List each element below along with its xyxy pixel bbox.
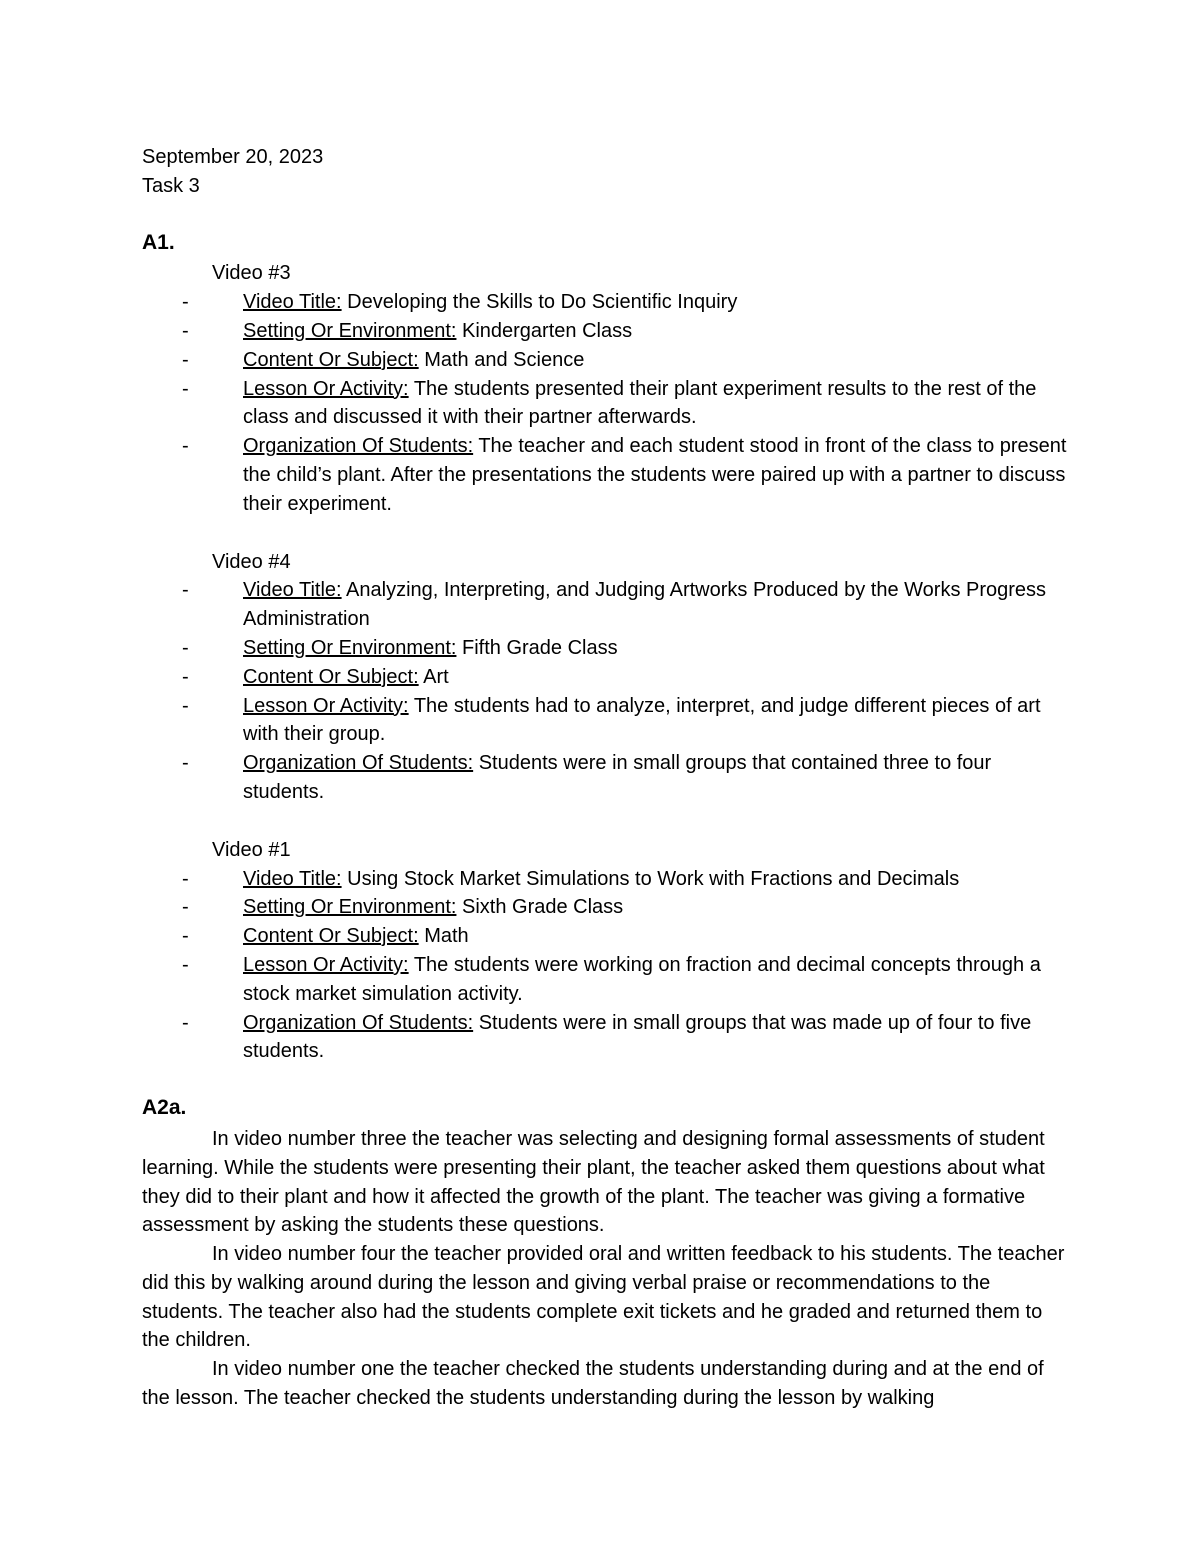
video-detail-list bbox=[182, 576, 1070, 806]
video-label: Video #3 bbox=[212, 262, 291, 285]
document-date: September 20, 2023 bbox=[142, 146, 324, 168]
item-text: The students had to analyze, interpret, and judge different pieces of art with their group. bbox=[243, 694, 1041, 746]
item-text: Kindergarten Class bbox=[456, 319, 633, 342]
item-label: Lesson Or Activity: bbox=[243, 694, 409, 717]
item-label: Setting Or Environment: bbox=[243, 319, 457, 342]
item-text: The students were working on fraction and decimal concepts through a stock market simulation activity. bbox=[243, 953, 1041, 1005]
paragraph: In video number four the teacher provided oral and written feedback to his students. The teacher did this by walking around during the lesson and giving verbal praise or recommendations to the students. The teacher also had the students complete exit tickets and he graded and returned them to the children. bbox=[142, 1243, 1065, 1352]
item-text: Fifth Grade Class bbox=[456, 636, 618, 659]
list-item: - Organization Of Students: Students were in small groups that was made up of four to five students. bbox=[182, 1011, 1032, 1063]
list-item: - Setting Or Environment: Kindergarten Class bbox=[182, 319, 633, 342]
item-text: Analyzing, Interpreting, and Judging Artworks Produced by the Works Progress Administration bbox=[243, 579, 1047, 631]
item-text: Art bbox=[418, 665, 449, 688]
list-item: - Video Title: Analyzing, Interpreting, and Judging Artworks Produced by the Works Progress Administration bbox=[182, 579, 1047, 631]
item-label: Video Title: bbox=[243, 867, 342, 890]
item-label: Video Title: bbox=[243, 291, 342, 314]
item-label: Setting Or Environment: bbox=[243, 636, 457, 659]
section-heading-a1: A1. bbox=[142, 230, 175, 254]
item-text: Sixth Grade Class bbox=[456, 896, 624, 919]
list-item: - Lesson Or Activity: The students were working on fraction and decimal concepts through a stock market simulation activity. bbox=[182, 953, 1041, 1005]
list-item: - Lesson Or Activity: The students presented their plant experiment results to the rest of the class and discussed it with their partner afterwards. bbox=[182, 377, 1037, 429]
item-text: Developing the Skills to Do Scientific Inquiry bbox=[341, 291, 738, 314]
item-label: Organization Of Students: bbox=[243, 1011, 474, 1034]
list-item: - Setting Or Environment: Fifth Grade Class bbox=[182, 636, 618, 659]
video-block bbox=[182, 836, 1070, 1066]
item-text: The teacher and each student stood in front of the class to present the child’s plant. After the presentations the students were paired up with a partner to discuss their experiment. bbox=[243, 435, 1067, 515]
video-detail-list bbox=[182, 288, 1070, 518]
item-label: Setting Or Environment: bbox=[243, 896, 457, 919]
task-label: Task 3 bbox=[142, 174, 200, 197]
item-label: Organization Of Students: bbox=[243, 435, 474, 458]
paragraph: In video number one the teacher checked the students understanding during and at the end of the lesson. The teacher checked the students understanding during the lesson by walking bbox=[142, 1358, 1044, 1410]
video-label: Video #4 bbox=[212, 550, 291, 573]
list-item: - Lesson Or Activity: The students had to analyze, interpret, and judge different pieces of art with their group. bbox=[182, 694, 1041, 746]
item-text: Using Stock Market Simulations to Work with Fractions and Decimals bbox=[341, 867, 960, 890]
video-block bbox=[182, 548, 1070, 807]
item-text: Students were in small groups that was made up of four to five students. bbox=[243, 1011, 1032, 1063]
video-block bbox=[182, 259, 1070, 518]
paragraph: In video number three the teacher was selecting and designing formal assessments of student learning. While the students were presenting their plant, the teacher asked them questions about what they did to their plant and how it affected the growth of the plant. The teacher was giving a formative assessment by asking the students these questions. bbox=[142, 1127, 1045, 1237]
item-label: Content Or Subject: bbox=[243, 925, 419, 948]
item-text: Math bbox=[418, 925, 469, 948]
item-text: Math and Science bbox=[418, 348, 585, 371]
item-label: Organization Of Students: bbox=[243, 752, 474, 775]
item-label: Lesson Or Activity: bbox=[243, 953, 409, 976]
item-label: Content Or Subject: bbox=[243, 348, 419, 371]
item-text: The students presented their plant experiment results to the rest of the class and discussed it with their partner afterwards. bbox=[243, 377, 1037, 429]
video-detail-list bbox=[182, 865, 1070, 1067]
video-label: Video #1 bbox=[212, 838, 291, 861]
list-item: - Organization Of Students: The teacher and each student stood in front of the class to present the child’s plant. After the presentations the students were paired up with a partner to discuss their experiment. bbox=[182, 435, 1067, 515]
item-label: Content Or Subject: bbox=[243, 665, 419, 688]
section-heading-a2a: A2a. bbox=[142, 1096, 187, 1120]
list-item: - Content Or Subject: Math and Science bbox=[182, 348, 585, 371]
list-item: - Video Title: Using Stock Market Simulations to Work with Fractions and Decimals bbox=[182, 867, 960, 890]
list-item: - Setting Or Environment: Sixth Grade Class bbox=[182, 896, 624, 919]
list-item: - Video Title: Developing the Skills to Do Scientific Inquiry bbox=[182, 291, 738, 314]
item-label: Lesson Or Activity: bbox=[243, 377, 409, 400]
item-text: Students were in small groups that contained three to four students. bbox=[243, 752, 992, 803]
list-item: - Content Or Subject: Art bbox=[182, 665, 449, 688]
item-label: Video Title: bbox=[243, 579, 342, 602]
list-item: - Content Or Subject: Math bbox=[182, 925, 469, 948]
list-item: - Organization Of Students: Students were in small groups that contained three to four students. bbox=[182, 752, 992, 803]
